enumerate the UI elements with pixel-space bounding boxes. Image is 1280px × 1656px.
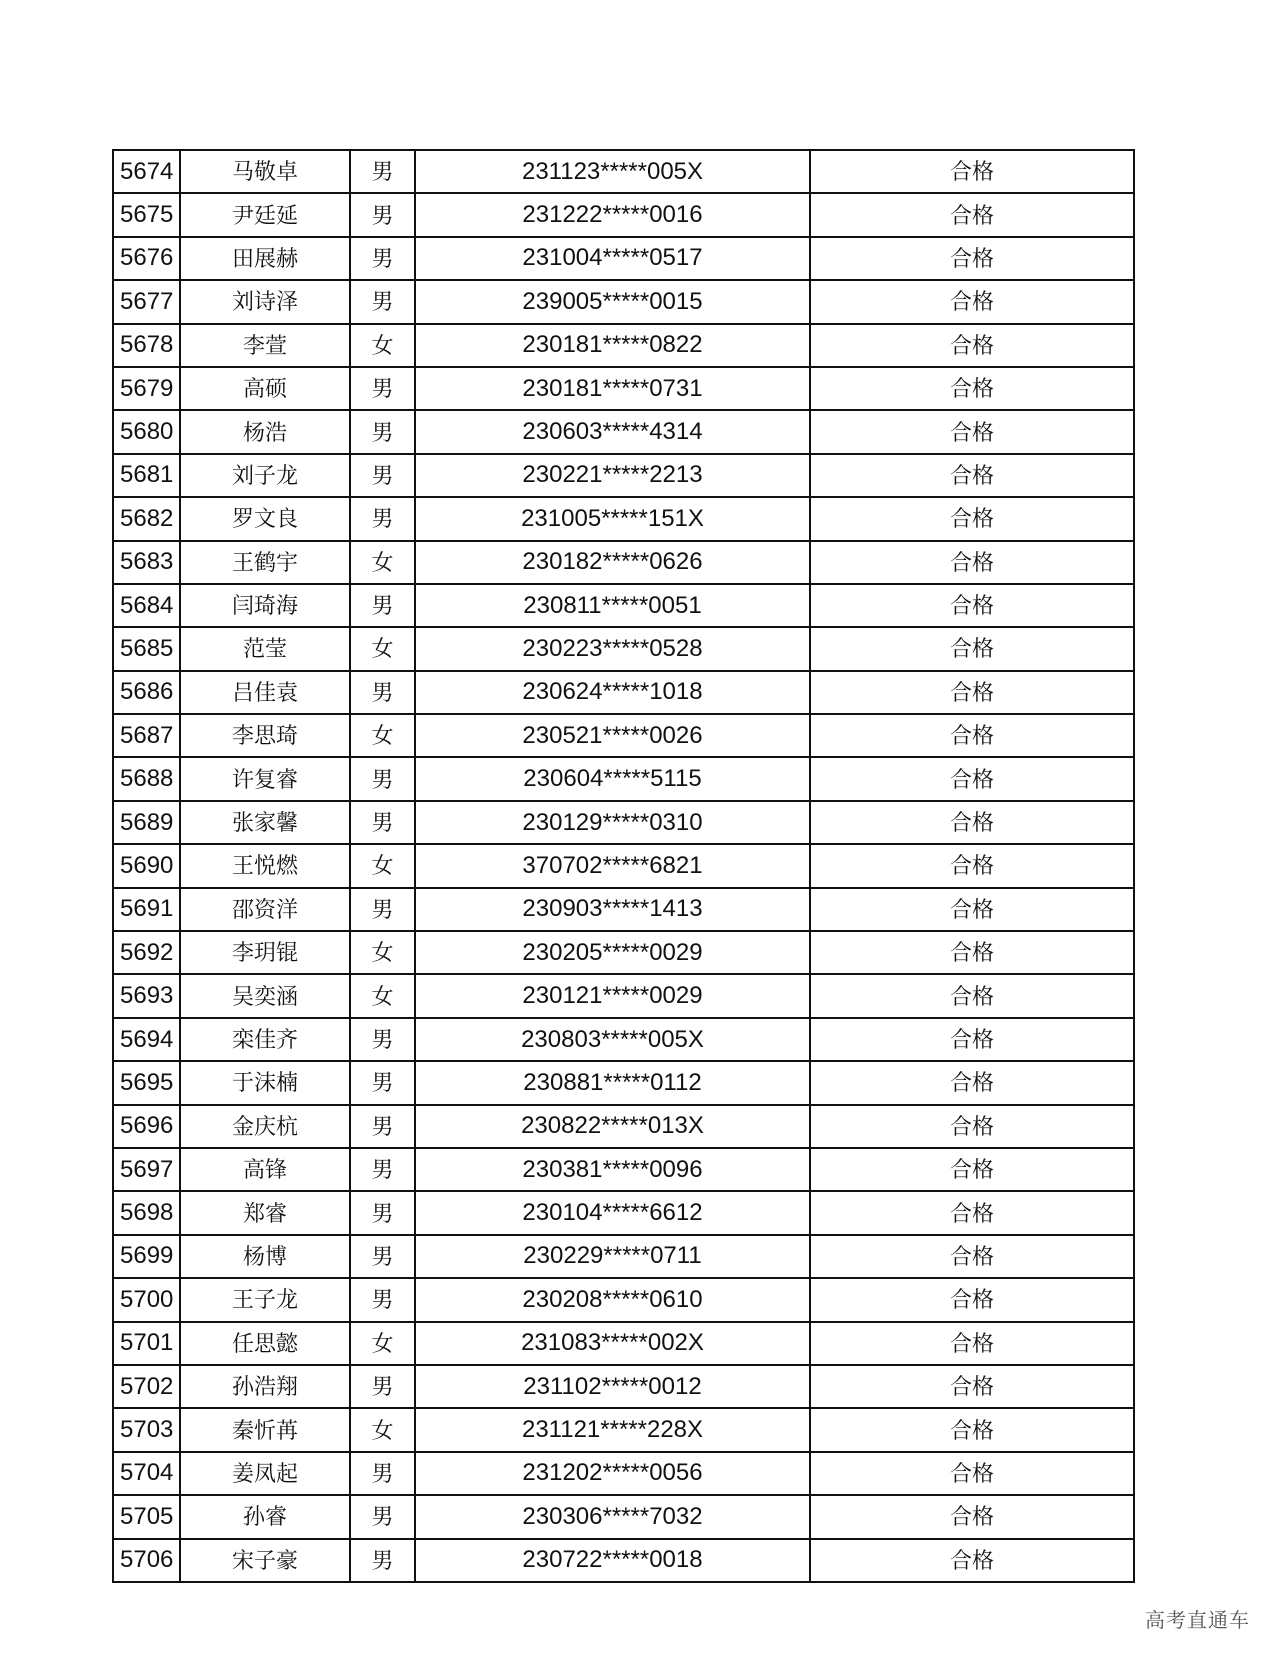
- table-row: [113, 801, 1134, 844]
- result-status: 合格: [810, 1018, 1134, 1061]
- id-number: 230811*****0051: [415, 584, 810, 627]
- table-row: [113, 1539, 1134, 1582]
- table-row: [113, 367, 1134, 410]
- result-status: 合格: [810, 888, 1134, 931]
- id-number: 230822*****013X: [415, 1105, 810, 1148]
- gender: 男: [350, 410, 415, 453]
- person-name: 栾佳齐: [180, 1018, 350, 1061]
- gender: 男: [350, 1191, 415, 1234]
- gender: 女: [350, 541, 415, 584]
- table-row: [113, 150, 1134, 193]
- table-row: [113, 974, 1134, 1017]
- table-row: [113, 671, 1134, 714]
- row-number: 5703: [113, 1408, 180, 1451]
- id-number: 231102*****0012: [415, 1365, 810, 1408]
- result-status: 合格: [810, 454, 1134, 497]
- person-name: 郑睿: [180, 1191, 350, 1234]
- person-name: 姜凤起: [180, 1452, 350, 1495]
- result-status: 合格: [810, 324, 1134, 367]
- gender: 男: [350, 888, 415, 931]
- person-name: 邵资洋: [180, 888, 350, 931]
- id-number: 230223*****0528: [415, 627, 810, 670]
- table-row: [113, 627, 1134, 670]
- result-status: 合格: [810, 193, 1134, 236]
- table-row: [113, 1148, 1134, 1191]
- person-name: 王悦燃: [180, 844, 350, 887]
- row-number: 5700: [113, 1278, 180, 1321]
- id-number: 230181*****0731: [415, 367, 810, 410]
- person-name: 李玥锟: [180, 931, 350, 974]
- gender: 男: [350, 454, 415, 497]
- id-number: 230604*****5115: [415, 757, 810, 800]
- table-body: [113, 150, 1134, 1582]
- person-name: 许复睿: [180, 757, 350, 800]
- gender: 男: [350, 1235, 415, 1278]
- table-row: [113, 280, 1134, 323]
- table-row: [113, 237, 1134, 280]
- row-number: 5681: [113, 454, 180, 497]
- result-status: 合格: [810, 671, 1134, 714]
- person-name: 罗文良: [180, 497, 350, 540]
- result-status: 合格: [810, 1365, 1134, 1408]
- person-name: 田展赫: [180, 237, 350, 280]
- row-number: 5679: [113, 367, 180, 410]
- id-number: 231005*****151X: [415, 497, 810, 540]
- table-row: [113, 1278, 1134, 1321]
- person-name: 刘诗泽: [180, 280, 350, 323]
- id-number: 230121*****0029: [415, 974, 810, 1017]
- result-status: 合格: [810, 801, 1134, 844]
- result-status: 合格: [810, 541, 1134, 584]
- id-number: 230381*****0096: [415, 1148, 810, 1191]
- row-number: 5685: [113, 627, 180, 670]
- row-number: 5684: [113, 584, 180, 627]
- gender: 男: [350, 671, 415, 714]
- result-status: 合格: [810, 1495, 1134, 1538]
- result-status: 合格: [810, 410, 1134, 453]
- result-status: 合格: [810, 844, 1134, 887]
- gender: 男: [350, 280, 415, 323]
- row-number: 5697: [113, 1148, 180, 1191]
- gender: 女: [350, 1408, 415, 1451]
- result-status: 合格: [810, 497, 1134, 540]
- id-number: 230182*****0626: [415, 541, 810, 584]
- watermark-text: 高考直通车: [1145, 1608, 1250, 1632]
- row-number: 5704: [113, 1452, 180, 1495]
- person-name: 王子龙: [180, 1278, 350, 1321]
- table-row: [113, 1061, 1134, 1104]
- gender: 女: [350, 324, 415, 367]
- gender: 男: [350, 150, 415, 193]
- row-number: 5678: [113, 324, 180, 367]
- result-status: 合格: [810, 1235, 1134, 1278]
- person-name: 宋子豪: [180, 1539, 350, 1582]
- gender: 男: [350, 1539, 415, 1582]
- id-number: 230129*****0310: [415, 801, 810, 844]
- result-status: 合格: [810, 584, 1134, 627]
- row-number: 5696: [113, 1105, 180, 1148]
- id-number: 230521*****0026: [415, 714, 810, 757]
- gender: 男: [350, 1495, 415, 1538]
- table-row: [113, 497, 1134, 540]
- id-number: 230881*****0112: [415, 1061, 810, 1104]
- result-status: 合格: [810, 1278, 1134, 1321]
- id-number: 230221*****2213: [415, 454, 810, 497]
- table-row: [113, 714, 1134, 757]
- row-number: 5688: [113, 757, 180, 800]
- person-name: 闫琦海: [180, 584, 350, 627]
- result-status: 合格: [810, 714, 1134, 757]
- gender: 男: [350, 1365, 415, 1408]
- result-status: 合格: [810, 974, 1134, 1017]
- id-number: 230208*****0610: [415, 1278, 810, 1321]
- gender: 女: [350, 627, 415, 670]
- result-status: 合格: [810, 280, 1134, 323]
- result-status: 合格: [810, 1408, 1134, 1451]
- gender: 女: [350, 931, 415, 974]
- gender: 男: [350, 193, 415, 236]
- person-name: 孙睿: [180, 1495, 350, 1538]
- row-number: 5706: [113, 1539, 180, 1582]
- gender: 男: [350, 1061, 415, 1104]
- result-status: 合格: [810, 1105, 1134, 1148]
- gender: 女: [350, 844, 415, 887]
- row-number: 5675: [113, 193, 180, 236]
- row-number: 5694: [113, 1018, 180, 1061]
- person-name: 任思懿: [180, 1322, 350, 1365]
- id-number: 239005*****0015: [415, 280, 810, 323]
- gender: 男: [350, 757, 415, 800]
- table-row: [113, 844, 1134, 887]
- gender: 女: [350, 714, 415, 757]
- result-status: 合格: [810, 1061, 1134, 1104]
- result-status: 合格: [810, 931, 1134, 974]
- row-number: 5686: [113, 671, 180, 714]
- result-status: 合格: [810, 757, 1134, 800]
- gender: 男: [350, 1452, 415, 1495]
- gender: 男: [350, 1105, 415, 1148]
- row-number: 5692: [113, 931, 180, 974]
- table-row: [113, 193, 1134, 236]
- person-name: 张家馨: [180, 801, 350, 844]
- id-number: 231083*****002X: [415, 1322, 810, 1365]
- table-row: [113, 1365, 1134, 1408]
- person-name: 李萱: [180, 324, 350, 367]
- table-row: [113, 1105, 1134, 1148]
- person-name: 马敬卓: [180, 150, 350, 193]
- person-name: 吕佳袁: [180, 671, 350, 714]
- row-number: 5701: [113, 1322, 180, 1365]
- table-row: [113, 324, 1134, 367]
- person-name: 范莹: [180, 627, 350, 670]
- person-name: 孙浩翔: [180, 1365, 350, 1408]
- result-status: 合格: [810, 627, 1134, 670]
- gender: 男: [350, 801, 415, 844]
- result-status: 合格: [810, 150, 1134, 193]
- id-number: 370702*****6821: [415, 844, 810, 887]
- row-number: 5699: [113, 1235, 180, 1278]
- id-number: 230104*****6612: [415, 1191, 810, 1234]
- row-number: 5683: [113, 541, 180, 584]
- table-row: [113, 541, 1134, 584]
- result-status: 合格: [810, 1191, 1134, 1234]
- id-number: 231202*****0056: [415, 1452, 810, 1495]
- gender: 男: [350, 1278, 415, 1321]
- gender: 女: [350, 974, 415, 1017]
- result-status: 合格: [810, 237, 1134, 280]
- person-name: 刘子龙: [180, 454, 350, 497]
- row-number: 5705: [113, 1495, 180, 1538]
- row-number: 5687: [113, 714, 180, 757]
- gender: 男: [350, 1148, 415, 1191]
- row-number: 5682: [113, 497, 180, 540]
- table-row: [113, 584, 1134, 627]
- row-number: 5689: [113, 801, 180, 844]
- table-row: [113, 1452, 1134, 1495]
- gender: 男: [350, 367, 415, 410]
- id-number: 231222*****0016: [415, 193, 810, 236]
- row-number: 5695: [113, 1061, 180, 1104]
- table-row: [113, 1235, 1134, 1278]
- id-number: 230624*****1018: [415, 671, 810, 714]
- table-row: [113, 1191, 1134, 1234]
- id-number: 230205*****0029: [415, 931, 810, 974]
- row-number: 5674: [113, 150, 180, 193]
- person-name: 高锋: [180, 1148, 350, 1191]
- person-name: 李思琦: [180, 714, 350, 757]
- person-name: 王鹤宇: [180, 541, 350, 584]
- results-table: [112, 149, 1135, 1583]
- table-row: [113, 1408, 1134, 1451]
- id-number: 230229*****0711: [415, 1235, 810, 1278]
- table-row: [113, 757, 1134, 800]
- table-row: [113, 1322, 1134, 1365]
- table-row: [113, 888, 1134, 931]
- row-number: 5680: [113, 410, 180, 453]
- id-number: 230603*****4314: [415, 410, 810, 453]
- row-number: 5693: [113, 974, 180, 1017]
- id-number: 230903*****1413: [415, 888, 810, 931]
- person-name: 秦忻苒: [180, 1408, 350, 1451]
- person-name: 杨浩: [180, 410, 350, 453]
- table-row: [113, 454, 1134, 497]
- table-row: [113, 1495, 1134, 1538]
- result-status: 合格: [810, 1148, 1134, 1191]
- row-number: 5677: [113, 280, 180, 323]
- person-name: 高硕: [180, 367, 350, 410]
- result-status: 合格: [810, 1539, 1134, 1582]
- person-name: 尹廷延: [180, 193, 350, 236]
- gender: 男: [350, 497, 415, 540]
- id-number: 230803*****005X: [415, 1018, 810, 1061]
- id-number: 231121*****228X: [415, 1408, 810, 1451]
- person-name: 于沫楠: [180, 1061, 350, 1104]
- table-row: [113, 410, 1134, 453]
- result-status: 合格: [810, 1322, 1134, 1365]
- id-number: 230306*****7032: [415, 1495, 810, 1538]
- row-number: 5702: [113, 1365, 180, 1408]
- row-number: 5691: [113, 888, 180, 931]
- id-number: 230181*****0822: [415, 324, 810, 367]
- row-number: 5690: [113, 844, 180, 887]
- result-status: 合格: [810, 1452, 1134, 1495]
- gender: 女: [350, 1322, 415, 1365]
- row-number: 5698: [113, 1191, 180, 1234]
- result-status: 合格: [810, 367, 1134, 410]
- row-number: 5676: [113, 237, 180, 280]
- table-row: [113, 1018, 1134, 1061]
- id-number: 231004*****0517: [415, 237, 810, 280]
- gender: 男: [350, 584, 415, 627]
- gender: 男: [350, 237, 415, 280]
- person-name: 金庆杭: [180, 1105, 350, 1148]
- id-number: 230722*****0018: [415, 1539, 810, 1582]
- id-number: 231123*****005X: [415, 150, 810, 193]
- gender: 男: [350, 1018, 415, 1061]
- table-row: [113, 931, 1134, 974]
- person-name: 杨博: [180, 1235, 350, 1278]
- person-name: 吴奕涵: [180, 974, 350, 1017]
